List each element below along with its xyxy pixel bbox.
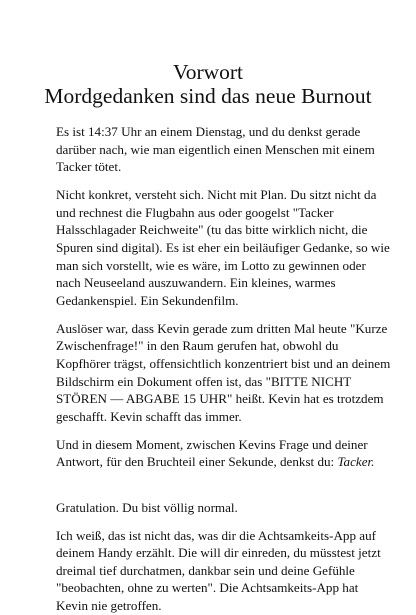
text-line: Nicht konkret, versteht sich. Nicht mit Plan. Du sitzt nicht da <box>56 187 377 203</box>
italic-word: Tacker. <box>337 454 375 470</box>
paragraph-2 <box>56 186 390 309</box>
text-line: und rechnest die Flugbahn aus oder googelst "Tacker <box>56 204 334 220</box>
paragraph-4 <box>56 436 376 471</box>
body-text <box>56 123 391 615</box>
text-line: Gratulation. Du bist völlig normal. <box>56 499 238 515</box>
text-line: Es ist 14:37 Uhr an einem Dienstag, und du denkst gerade <box>56 124 361 139</box>
text-line <box>56 453 376 471</box>
text-line: Kopfhörer trägst, offensichtlich konzentriert bist und an deinem <box>56 355 391 371</box>
text-line: Auslöser war, dass Kevin gerade zum dritten Mal heute "Kurze <box>56 320 388 336</box>
paragraph-6 <box>56 527 381 615</box>
text-line: Tacker tötet. <box>56 159 122 175</box>
text-line: STÖREN — ABGABE 15 UHR" heißt. Kevin hat es trotzdem <box>56 391 384 407</box>
heading-vorwort: Vorwort <box>172 60 244 84</box>
text-line: man sich vorstellt, wie es wäre, im Lotto zu gewinnen oder <box>56 257 366 273</box>
text-line: Halsschlagader Reichweite" (tu das bitte wirklich nicht, die <box>56 222 368 238</box>
text-line: deinem Handy erzählt. Die will dir einreden, du müsstest jetzt <box>56 545 381 561</box>
chapter-title: Mordgedanken sind das neue Burnout <box>44 84 372 108</box>
text-line: geschafft. Kevin schafft das immer. <box>56 408 242 424</box>
text-line: "beobachten, ohne zu werten". Die Achtsamkeits-App hat <box>56 580 359 596</box>
text-line: darüber nach, wie man eigentlich einen Menschen mit einem <box>56 141 375 157</box>
text-line: Und in diesem Moment, zwischen Kevins Frage und deiner <box>56 436 368 452</box>
paragraph-1 <box>56 123 376 176</box>
text-line: Zwischenfrage!" in den Raum gerufen hat, obwohl du <box>56 338 339 354</box>
text-line: dreimal tief durchatmen, dankbar sein und deine Gefühle <box>56 562 355 578</box>
paragraph-5 <box>56 499 376 517</box>
text-line: Gedankenspiel. Ein Sekundenfilm. <box>56 292 239 308</box>
text-line: nach Neuseeland auszuwandern. Ein kleines, warmes <box>56 275 336 291</box>
text-line: Bildschirm ein Dokument offen ist, das "BITTE NICHT <box>56 373 352 389</box>
text-line: Spuren sind digital). Es ist eher ein beiläufiger Gedanke, so wie <box>56 239 390 255</box>
text-segment: Antwort, für den Bruchteil einer Sekunde, denkst du: <box>56 454 338 470</box>
paragraph-3 <box>56 320 391 426</box>
text-line: Kevin nie getroffen. <box>56 598 162 614</box>
text-line: Ich weiß, das ist nicht das, was dir die Achtsamkeits-App auf <box>56 527 376 543</box>
